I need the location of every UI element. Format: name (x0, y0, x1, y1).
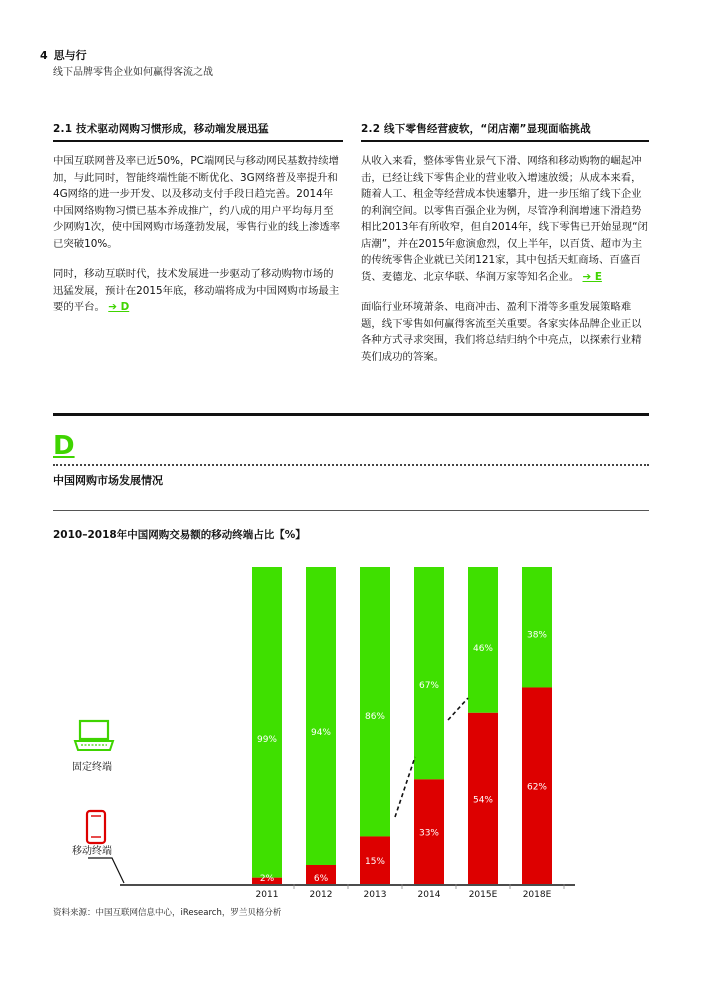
publication-name: 思与行 (53, 49, 87, 62)
figure-title-rule (53, 510, 649, 511)
running-subtitle: 线下品牌零售企业如何赢得客流之战 (53, 67, 213, 78)
label-fixed-2014: 67% (418, 680, 440, 691)
left-column (53, 153, 343, 330)
ref-link-d[interactable]: ➔ D (108, 301, 130, 313)
right-paragraph-1: 从收入来看，整体零售业景气下滑、网络和移动购物的崛起冲击，已经让线下零售企业的营业收入增速放缓；从成本来看，随着人工、租金等经营成本快速攀升，进一步压缩了线下企业的利润空间。以零售百强企业为例，尽管净利润增速下滑趋势相比2013年有所收窄，但自2014年，线下零售已开始显现“闭店潮”，并在2015年愈演愈烈，仅上半年，以百货、超市为主的传统零售企业就已关闭121家，其中包括天虹商场、百盛百货、麦德龙、北京华联、华润万家等知名企业。 ➔ E (361, 155, 648, 283)
left-heading-rule (53, 140, 343, 142)
tick-2011: 2011 (255, 890, 279, 900)
right-heading-rule (361, 140, 649, 142)
tick-2012: 2012 (309, 890, 333, 900)
left-section-heading: 2.1 技术驱动网购习惯形成，移动端发展迅猛 (53, 123, 269, 135)
tick-2014: 2014 (417, 890, 441, 900)
label-mobile-2018E: 62% (526, 782, 548, 793)
figure-dotted-rule (53, 464, 649, 466)
bar-fixed-2015E (468, 567, 498, 713)
left-paragraph-2: 同时，移动互联时代，技术发展进一步驱动了移动购物市场的迅猛发展，预计在2015年底，移动端将成为中国网购市场最主要的平台。 ➔ D (53, 268, 340, 313)
chart-title: 2010–2018年中国网购交易额的移动终端占比【%】 (53, 529, 306, 541)
label-fixed-2013: 86% (364, 712, 386, 723)
bar-group (252, 567, 552, 884)
label-mobile-2011: 2% (259, 874, 275, 884)
bar-fixed-2018E (522, 567, 552, 687)
tick-2015E: 2015E (468, 890, 498, 900)
running-header (40, 47, 87, 63)
laptop-icon (75, 721, 113, 750)
figure-top-rule (53, 413, 649, 416)
label-fixed-2011: 99% (256, 734, 278, 745)
bar-fixed-2012 (306, 567, 336, 865)
right-paragraph-2: 面临行业环境萧条、电商冲击、盈利下滑等多重发展策略难题，线下零售如何赢得客流至关重要。各家实体品牌企业正以各种方式寻求突围，我们将总结归纳个中亮点，以探索行业精英们成功的答案。 (361, 301, 642, 363)
label-group (257, 630, 547, 884)
legend-mobile-leader (88, 858, 124, 883)
label-mobile-2014: 33% (418, 828, 440, 839)
phone-icon (87, 811, 105, 843)
trend-dash-2 (448, 698, 468, 720)
mobile-share-chart (0, 540, 703, 900)
tick-2013: 2013 (363, 890, 387, 900)
legend-mobile-label: 移动终端 (72, 846, 112, 857)
trend-dash-1 (395, 757, 415, 817)
page-number: 4 (40, 49, 48, 62)
ref-link-e[interactable]: ➔ E (582, 270, 602, 283)
figure-title: 中国网购市场发展情况 (53, 474, 163, 487)
left-paragraph-1: 中国互联网普及率已近50%，PC端网民与移动网民基数持续增加，与此同时，智能终端性能不断优化、3G网络普及率提升和4G网络的进一步开发、以及移动支付手段日趋完善。2014年中国网络购物习惯已基本养成推广，约八成的用户平均每月至少网购1次，使中国网购市场蓬勃发展，零售行业的线上渗透率已突破10%。 (53, 155, 341, 250)
figure-letter: D (53, 431, 75, 461)
tick-group (256, 884, 564, 900)
label-mobile-2013: 15% (364, 857, 386, 868)
bar-fixed-2013 (360, 567, 390, 836)
tick-2018E: 2018E (522, 890, 552, 900)
bar-fixed-2014 (414, 567, 444, 779)
label-mobile-2012: 6% (313, 874, 329, 884)
right-column (361, 153, 649, 379)
bar-fixed-2011 (252, 567, 282, 878)
source-note: 资料来源：中国互联网信息中心，iResearch，罗兰贝格分析 (53, 908, 282, 918)
label-mobile-2015E: 54% (472, 795, 494, 806)
label-fixed-2018E: 38% (526, 630, 548, 641)
label-fixed-2012: 94% (310, 727, 332, 738)
label-fixed-2015E: 46% (472, 644, 494, 655)
right-section-heading: 2.2 线下零售经营疲软，“闭店潮”显现面临挑战 (361, 123, 591, 135)
legend-fixed-label: 固定终端 (72, 762, 112, 773)
